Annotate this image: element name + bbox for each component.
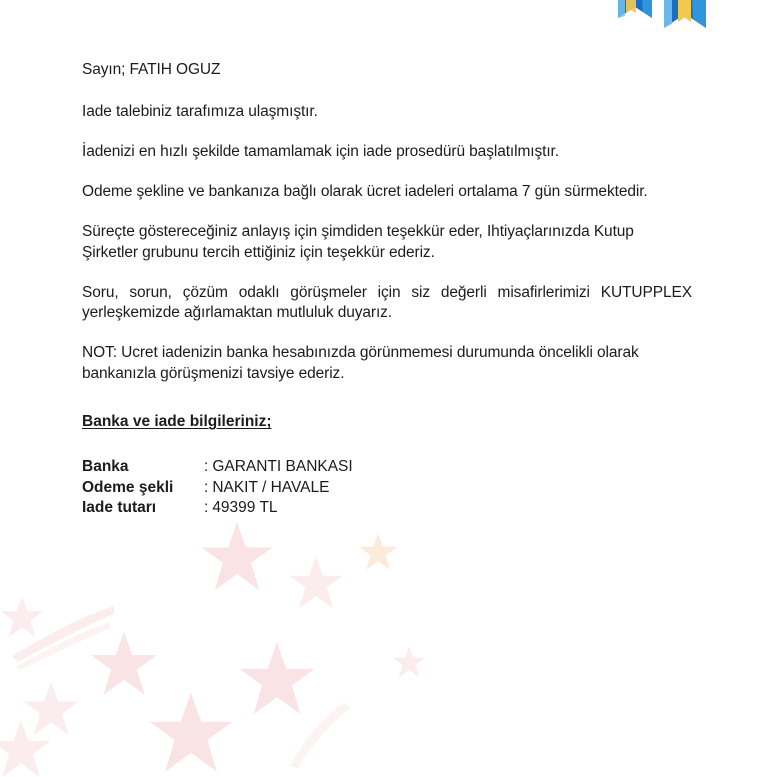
detail-value-refund-amount: 49399 TL — [212, 499, 278, 517]
paragraph-visit-invitation: Soru, sorun, çözüm odaklı görüşmeler için siz değerli misafirlerimizi KUTUPPLEX yerleşkemizde ağırlamaktan mutluluk duyarız. — [82, 283, 692, 322]
paragraph-processing-time: Odeme şekline ve bankanıza bağlı olarak ücret iadeleri ortalama 7 gün sürmektedir. — [82, 182, 648, 200]
letter-body — [82, 60, 692, 519]
detail-value-bank: GARANTI BANKASI — [212, 458, 353, 476]
bank-details-section — [82, 413, 692, 518]
detail-separator: : — [204, 458, 209, 476]
detail-label-payment-method: Odeme şekli — [82, 478, 174, 496]
paragraph-thanks: Süreçte göstereceğiniz anlayış için şimdiden teşekkür eder, Ihtiyaçlarınızda Kutup Şirketler grubunu tercih ettiğiniz için teşekkür ederiz. — [82, 222, 634, 261]
bank-details-heading: Banka ve iade bilgileriniz; — [82, 413, 272, 431]
salutation-line: Sayın; FATIH OGUZ — [82, 61, 221, 78]
detail-value-payment-method: NAKIT / HAVALE — [212, 478, 330, 496]
detail-separator: : — [204, 478, 209, 496]
bank-details-table — [82, 457, 353, 518]
paragraph-note: NOT: Ucret iadenizin banka hesabınızda görünmemesi durumunda öncelikli olarak bankanızla görüşmenizi tavsiye ederiz. — [82, 344, 639, 383]
detail-label-refund-amount: Iade tutarı — [82, 499, 157, 517]
detail-separator: : — [204, 499, 209, 517]
table-row — [82, 498, 353, 518]
table-row — [82, 478, 353, 498]
table-row — [82, 457, 353, 477]
paragraph-procedure-started: İadenizi en hızlı şekilde tamamlamak için iade prosedürü başlatılmıştır. — [82, 142, 559, 160]
paragraph-refund-received: Iade talebiniz tarafımıza ulaşmıştır. — [82, 102, 318, 120]
detail-label-bank: Banka — [82, 458, 129, 476]
